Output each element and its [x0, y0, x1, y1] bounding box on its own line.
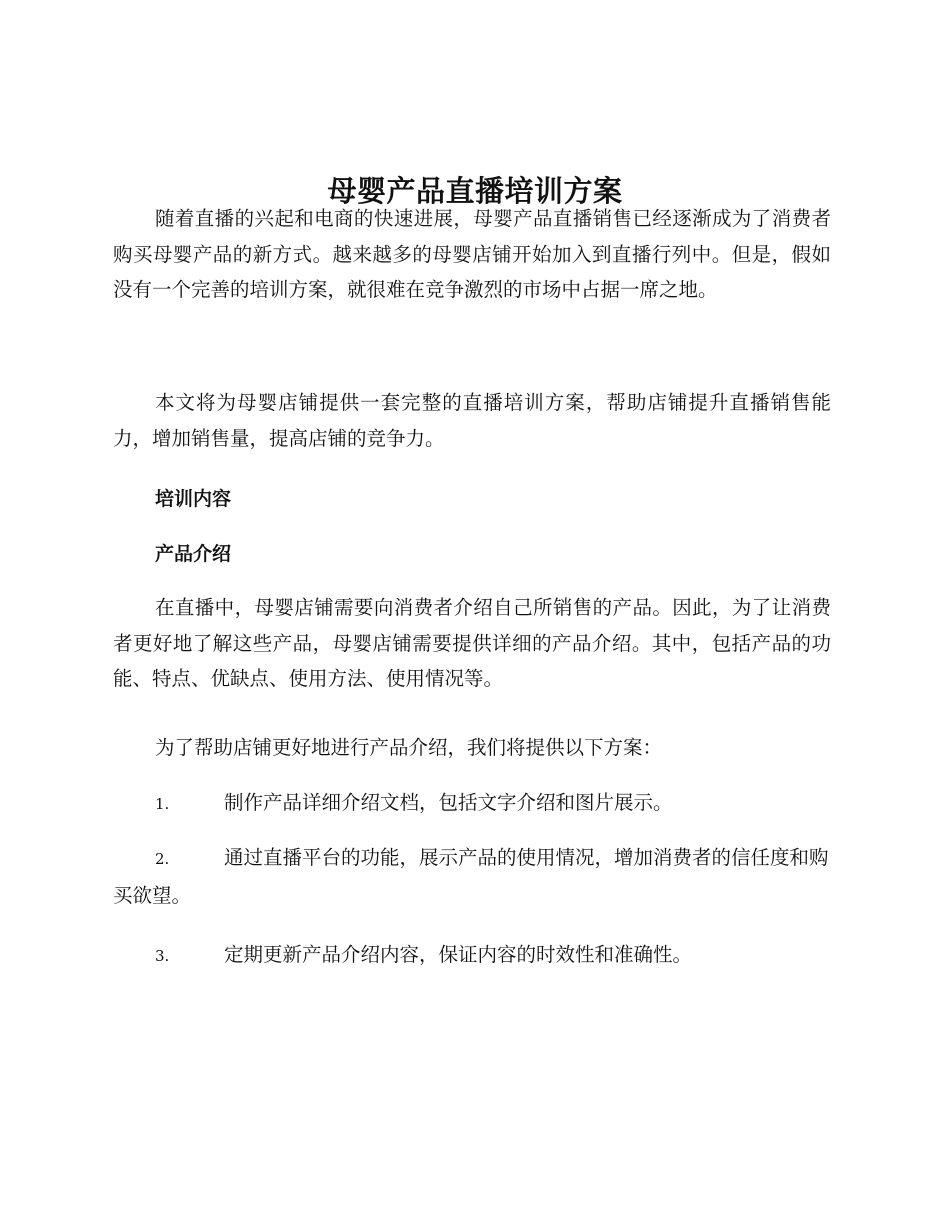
plan-list-item: [113, 785, 831, 823]
plan-list-item: [113, 840, 831, 913]
document-title: 母婴产品直播培训方案: [327, 174, 623, 209]
subsection-heading-product-intro: 产品介绍: [155, 543, 232, 565]
list-item-number: 1.: [155, 795, 170, 813]
list-item-text: 制作产品详细介绍文档，包括文字介绍和图片展示。: [224, 791, 673, 814]
list-item-text: 通过直播平台的功能，展示产品的使用情况，增加消费者的信任度和购买欲望。: [113, 846, 829, 907]
product-paragraph-2: 为了帮助店铺更好地进行产品介绍，我们将提供以下方案：: [155, 736, 663, 759]
intro-paragraph-1: 随着直播的兴起和电商的快速进展，母婴产品直播销售已经逐渐成为了消费者购买母婴产品的新方式。越来越多的母婴店铺开始加入到直播行列中。但是，假如没有一个完善的培训方案，就很难在竞争激烈的市场中占据一席之地。: [113, 207, 831, 301]
section-heading-training-content: 培训内容: [155, 488, 232, 510]
plan-list-item: [113, 937, 831, 975]
intro-paragraph-2: 本文将为母婴店铺提供一套完整的直播培训方案，帮助店铺提升直播销售能力，增加销售量，提高店铺的竞争力。: [113, 391, 831, 450]
list-item-text: 定期更新产品介绍内容，保证内容的时效性和准确性。: [224, 943, 693, 966]
product-paragraph-1: 在直播中，母婴店铺需要向消费者介绍自己所销售的产品。因此，为了让消费者更好地了解这些产品，母婴店铺需要提供详细的产品介绍。其中，包括产品的功能、特点、优缺点、使用方法、使用情况等。: [113, 596, 831, 690]
list-item-number: 2.: [155, 850, 170, 868]
list-item-number: 3.: [155, 947, 170, 965]
